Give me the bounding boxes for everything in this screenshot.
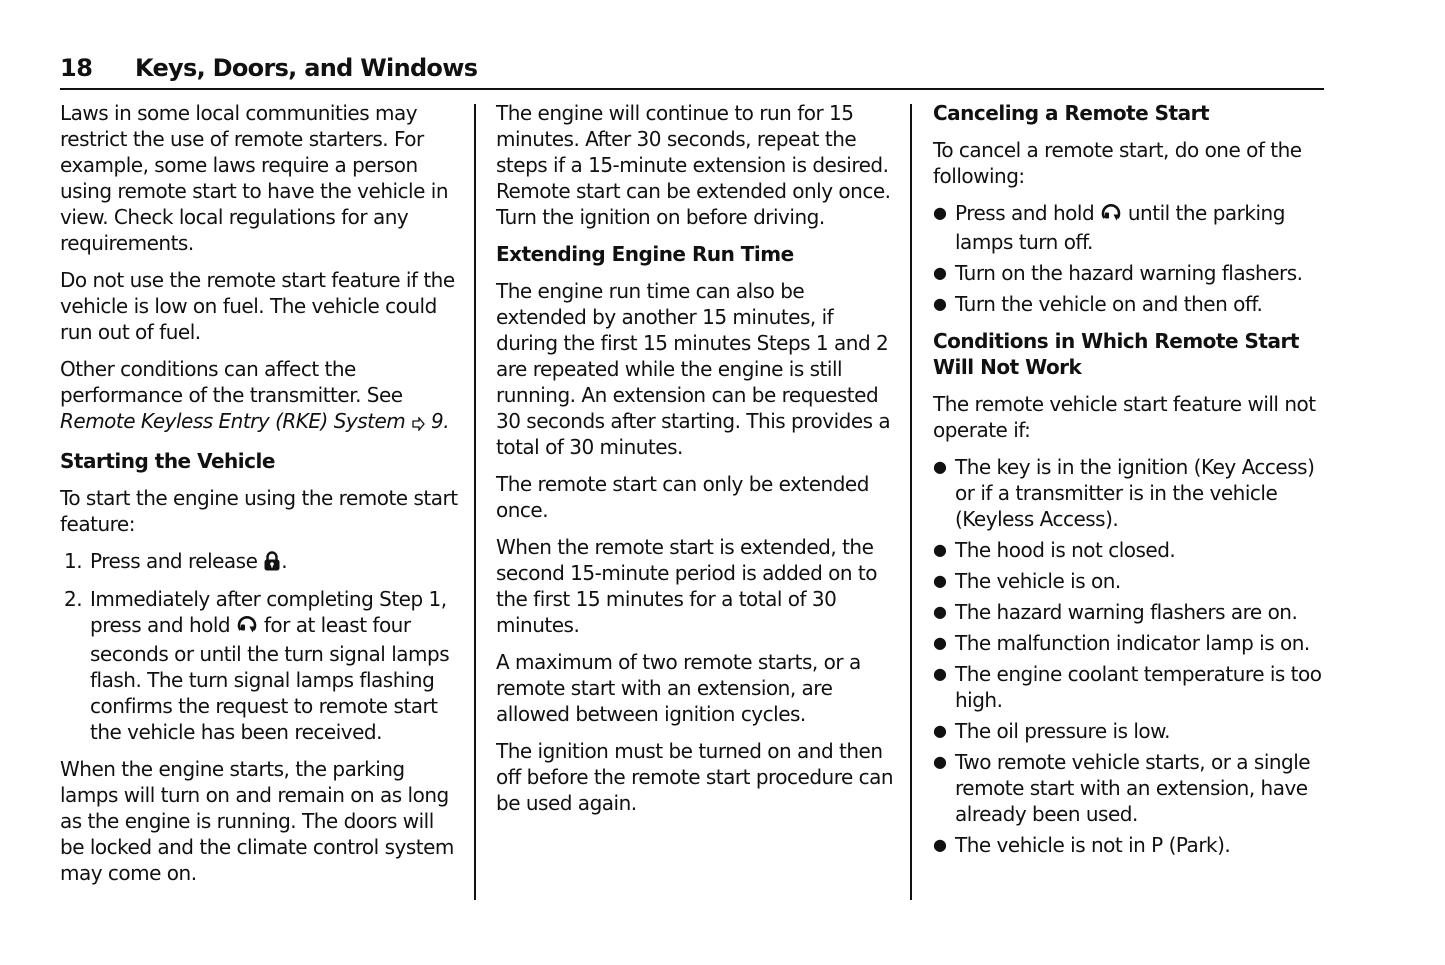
page-number: 18 bbox=[60, 54, 93, 82]
bullet-icon: ● bbox=[933, 752, 947, 771]
list-item bbox=[933, 599, 1328, 625]
paragraph: A maximum of two remote starts, or a remote start with an extension, are allowed between ignition cycles. bbox=[496, 650, 861, 726]
list-item-text: The vehicle is on. bbox=[955, 569, 1121, 593]
list-item-text: The oil pressure is low. bbox=[955, 719, 1171, 743]
list-item bbox=[933, 718, 1328, 744]
list-item-text: The malfunction indicator lamp is on. bbox=[955, 631, 1310, 655]
page-reference-arrow-icon bbox=[411, 411, 425, 437]
column-2 bbox=[496, 100, 896, 827]
step-text: for at least four seconds or until the turn signal lamps flash. The turn signal lamps flashing confirms the request to remote start the vehicle has been received. bbox=[90, 613, 450, 744]
bullet-icon: ● bbox=[933, 263, 947, 282]
column-3 bbox=[933, 100, 1328, 869]
cross-reference-link[interactable]: Remote Keyless Entry (RKE) System bbox=[60, 409, 406, 433]
list-item bbox=[60, 548, 460, 577]
conditions-list bbox=[933, 454, 1328, 858]
steps-list bbox=[60, 548, 460, 745]
list-item bbox=[933, 454, 1328, 532]
page-reference-number[interactable]: 9 bbox=[431, 409, 444, 433]
paragraph: When the remote start is extended, the second 15-minute period is added on to the first 15 minutes for a total of 30 minutes. bbox=[496, 535, 877, 637]
list-item bbox=[933, 832, 1328, 858]
page-header bbox=[60, 52, 1324, 90]
punctuation: . bbox=[281, 549, 288, 573]
list-item bbox=[933, 537, 1328, 563]
section-heading: Canceling a Remote Start bbox=[933, 101, 1210, 125]
column-divider bbox=[474, 104, 476, 900]
lock-icon bbox=[263, 551, 281, 577]
page-title: Keys, Doors, and Windows bbox=[135, 54, 478, 82]
paragraph: When the engine starts, the parking lamps will turn on and remain on as long as the engine is running. The doors will be locked and the climate control system may come on. bbox=[60, 757, 454, 885]
list-item-text: until the parking lamps turn off. bbox=[955, 201, 1285, 254]
list-item bbox=[933, 200, 1328, 255]
step-number: 2. bbox=[64, 587, 83, 611]
bullet-icon: ● bbox=[933, 294, 947, 313]
section-heading: Extending Engine Run Time bbox=[496, 242, 794, 266]
punctuation: . bbox=[443, 409, 450, 433]
paragraph: Do not use the remote start feature if the vehicle is low on fuel. The vehicle could run out of fuel. bbox=[60, 268, 455, 344]
bullet-icon: ● bbox=[933, 633, 947, 652]
list-item bbox=[933, 630, 1328, 656]
cancel-list bbox=[933, 200, 1328, 317]
paragraph: To cancel a remote start, do one of the following: bbox=[933, 138, 1302, 188]
paragraph: The engine run time can also be extended by another 15 minutes, if during the first 15 minutes Steps 1 and 2 are repeated while the engine is still running. An extension can be requested 30 seconds after starting. This provides a total of 30 minutes. bbox=[496, 279, 891, 459]
remote-start-icon bbox=[236, 613, 258, 641]
bullet-icon: ● bbox=[933, 571, 947, 590]
list-item-text: Turn the vehicle on and then off. bbox=[955, 292, 1263, 316]
column-1 bbox=[60, 100, 460, 897]
bullet-icon: ● bbox=[933, 540, 947, 559]
bullet-icon: ● bbox=[933, 203, 947, 222]
list-item bbox=[933, 568, 1328, 594]
step-number: 1. bbox=[64, 549, 83, 573]
bullet-icon: ● bbox=[933, 664, 947, 683]
paragraph: The remote start can only be extended once. bbox=[496, 472, 869, 522]
section-heading: Conditions in Which Remote Start Will Not Work bbox=[933, 329, 1299, 379]
paragraph-text: Other conditions can affect the performance of the transmitter. See bbox=[60, 357, 403, 407]
step-text: Press and release bbox=[90, 549, 258, 573]
paragraph: The ignition must be turned on and then off before the remote start procedure can be used again. bbox=[496, 739, 894, 815]
column-divider bbox=[910, 104, 912, 900]
remote-start-icon bbox=[1100, 201, 1122, 229]
section-heading: Starting the Vehicle bbox=[60, 449, 275, 473]
bullet-icon: ● bbox=[933, 835, 947, 854]
list-item-text: The key is in the ignition (Key Access) or if a transmitter is in the vehicle (Keyless Access). bbox=[955, 455, 1315, 531]
list-item-text: The hazard warning flashers are on. bbox=[955, 600, 1298, 624]
list-item-text: Two remote vehicle starts, or a single remote start with an extension, have already been used. bbox=[955, 750, 1311, 826]
list-item-text: Turn on the hazard warning flashers. bbox=[955, 261, 1303, 285]
bullet-icon: ● bbox=[933, 721, 947, 740]
paragraph bbox=[60, 356, 460, 437]
bullet-icon: ● bbox=[933, 602, 947, 621]
list-item bbox=[933, 291, 1328, 317]
list-item-text: The engine coolant temperature is too high. bbox=[955, 662, 1322, 712]
list-item bbox=[60, 586, 460, 745]
paragraph: The engine will continue to run for 15 minutes. After 30 seconds, repeat the steps if a 15-minute extension is desired. Remote start can be extended only once. Turn the ignition on before driving. bbox=[496, 101, 891, 229]
step-text: Immediately after completing Step 1, press and hold bbox=[90, 587, 447, 637]
list-item-text: The hood is not closed. bbox=[955, 538, 1176, 562]
list-item-text: The vehicle is not in P (Park). bbox=[955, 833, 1231, 857]
list-item-text: Press and hold bbox=[955, 201, 1095, 225]
paragraph: To start the engine using the remote start feature: bbox=[60, 486, 458, 536]
bullet-icon: ● bbox=[933, 457, 947, 476]
list-item bbox=[933, 749, 1328, 827]
list-item bbox=[933, 260, 1328, 286]
paragraph: Laws in some local communities may restrict the use of remote starters. For example, some laws require a person using remote start to have the vehicle in view. Check local regulations for any requirements. bbox=[60, 101, 448, 255]
paragraph: The remote vehicle start feature will not operate if: bbox=[933, 392, 1316, 442]
list-item bbox=[933, 661, 1328, 713]
